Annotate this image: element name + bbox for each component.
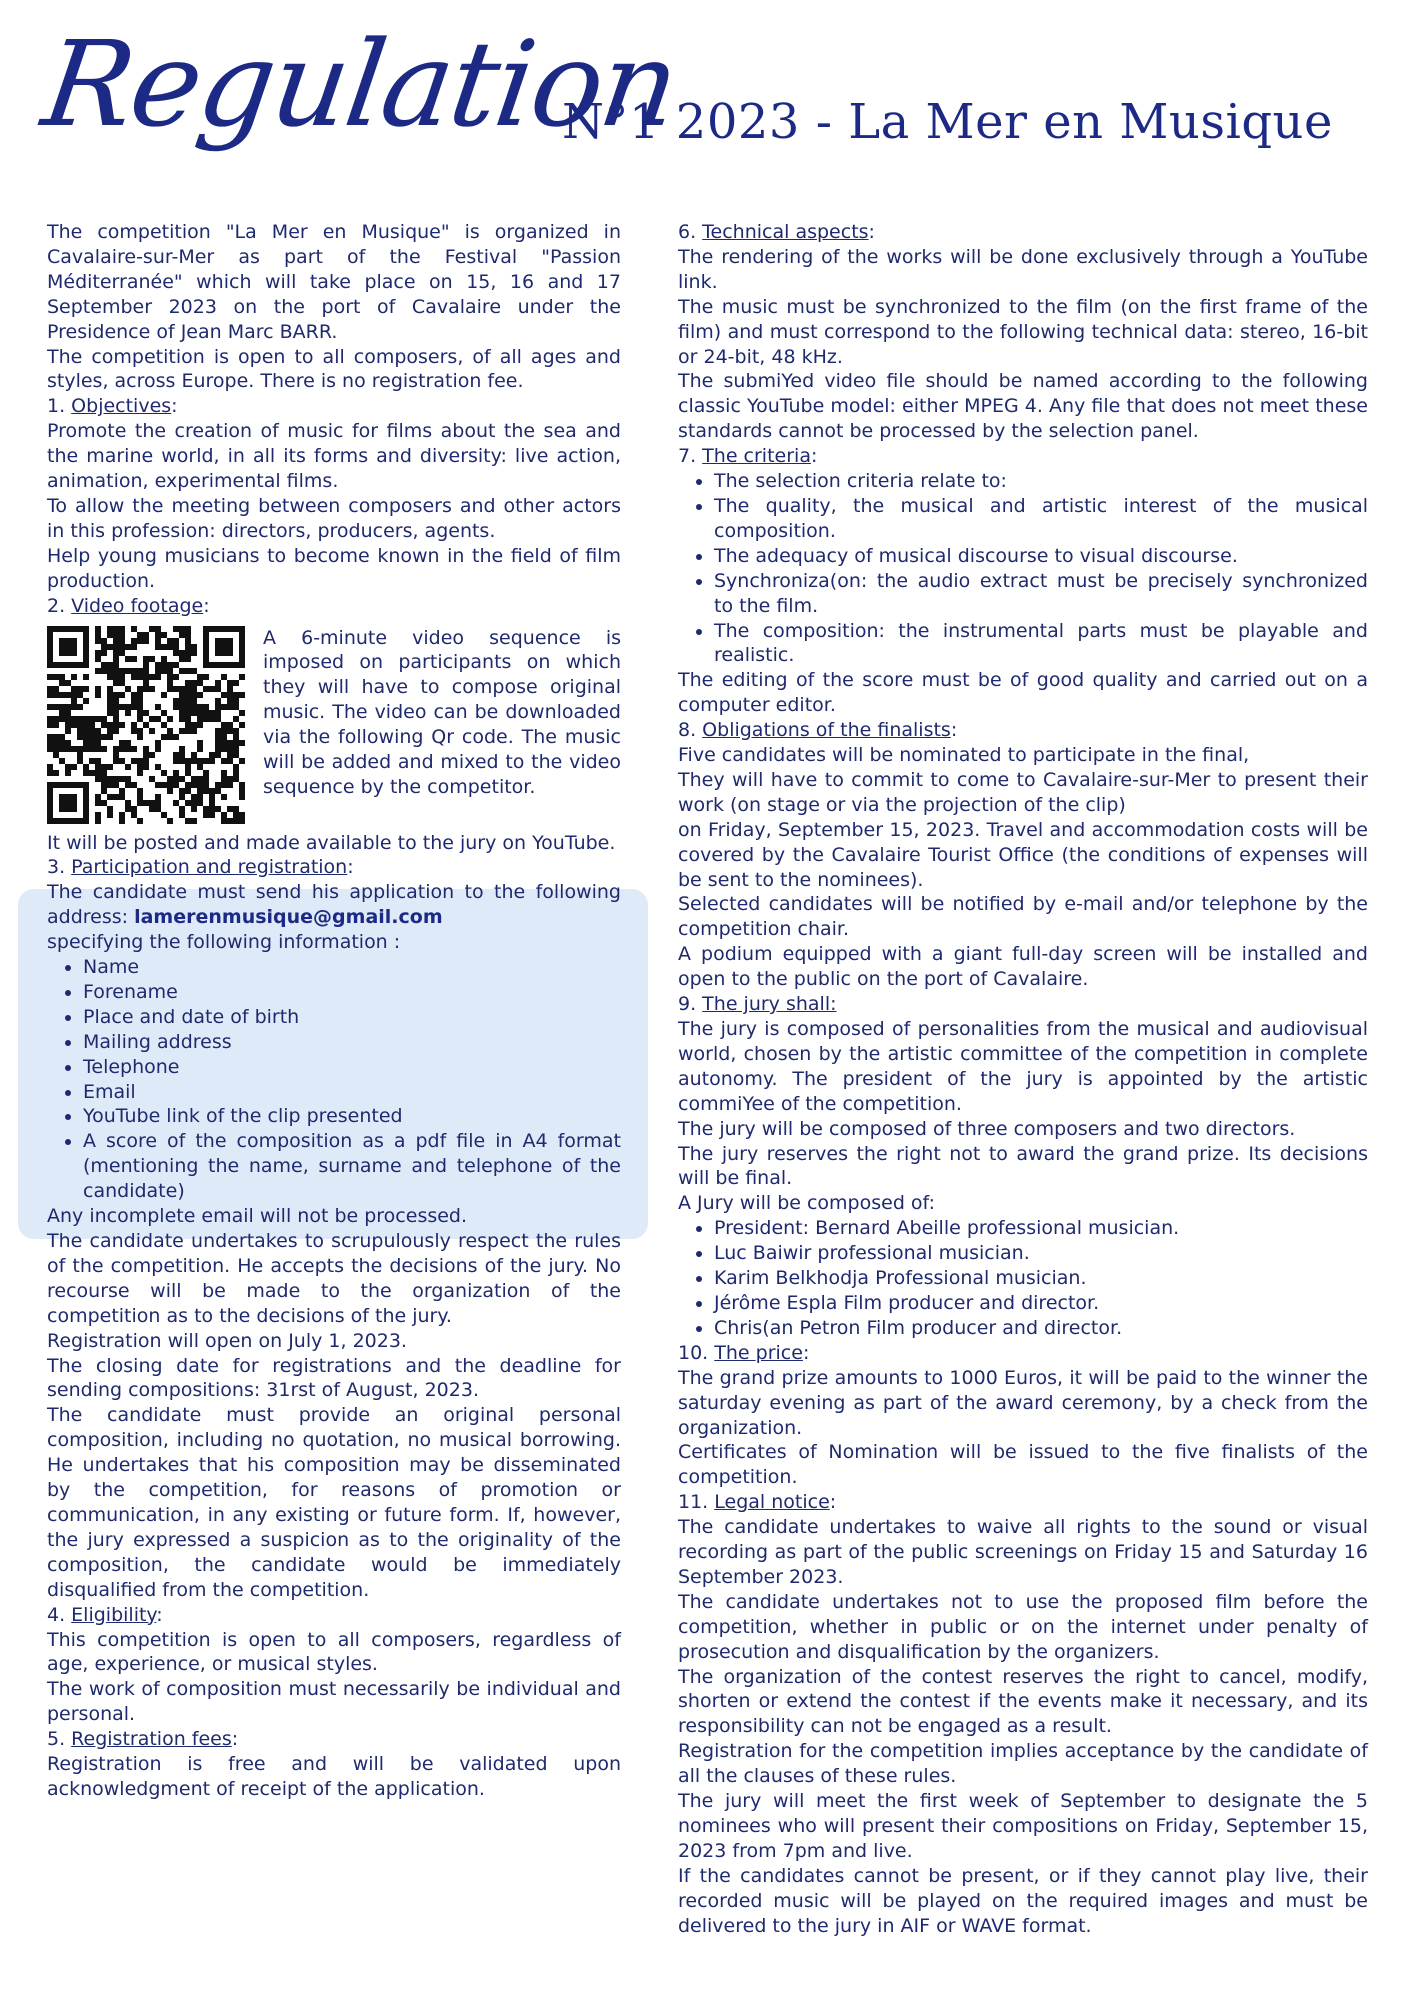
- section-heading-objectives: 1. Objectives:: [47, 395, 178, 418]
- list-item: • Chris(an Petron Film producer and director.: [714, 1316, 1368, 1341]
- paragraph: It will be posted and made available to the jury on YouTube.: [47, 831, 616, 854]
- paragraph: The grand prize amounts to 1000 Euros, it will be paid to the winner the saturday evening as part of the award ceremony, by a check from the organization.: [678, 1366, 1368, 1439]
- list-item: • President: Bernard Abeille professional musician.: [714, 1216, 1368, 1241]
- paragraph: The submiYed video file should be named according to the following classic YouTube model: either MPEG 4. Any file that does not meet these standards cannot be processed by the selection panel.: [678, 370, 1368, 443]
- list-item: • The composition: the instrumental parts must be playable and realistic.: [714, 619, 1368, 669]
- paragraph: Selected candidates will be notified by e-mail and/or telephone by the competition chair.: [678, 893, 1368, 941]
- list-item: • Telephone: [83, 1055, 621, 1080]
- paragraph: The editing of the score must be of good quality and carried out on a computer editor.: [678, 669, 1368, 717]
- section-heading-price: 10. The price:: [678, 1341, 810, 1364]
- paragraph: The candidate must provide an original personal composition, including no quotation, no musical borrowing. He undertakes that his composition may be disseminated by the competition, for reasons of promotion or communication, in any existing or future form. If, however, the jury expressed a suspicion as to the originality of the composition, the candidate would be immediately disqualified from the competition.: [47, 1404, 621, 1601]
- section-heading-legal: 11. Legal notice:: [678, 1491, 837, 1514]
- paragraph: Certificates of Nomination will be issued to the five finalists of the competition.: [678, 1441, 1368, 1489]
- page-title: Regulation: [35, 15, 686, 153]
- list-item: • Karim Belkhodja Professional musician.: [714, 1266, 1368, 1291]
- paragraph: The work of composition must necessarily be individual and personal.: [47, 1678, 621, 1726]
- paragraph: If the candidates cannot be present, or if they cannot play live, their recorded music will be played on the required images and must be delivered to the jury in AIF or WAVE format.: [678, 1864, 1368, 1937]
- paragraph: A podium equipped with a giant full-day screen will be installed and open to the public on the port of Cavalaire.: [678, 943, 1368, 991]
- paragraph: The candidate must send his application to the following address: lamerenmusique@gmail.com: [47, 881, 621, 929]
- jury-list: [678, 1216, 1368, 1341]
- paragraph: They will have to commit to come to Cavalaire-sur-Mer to present their work (on stage or via the projection of the clip): [678, 768, 1368, 816]
- paragraph: Help young musicians to become known in the field of film production.: [47, 544, 621, 592]
- paragraph: A 6-minute video sequence is imposed on participants on which they will have to compose original music. The video can be downloaded via the following Qr code. The music will be added and mixed to the video sequence by the competitor.: [263, 626, 621, 798]
- paragraph: The jury reserves the right not to award the grand prize. Its decisions will be final.: [678, 1142, 1368, 1190]
- paragraph: Registration will open on July 1, 2023.: [47, 1329, 407, 1352]
- left-column: [47, 220, 621, 1802]
- paragraph: The candidate undertakes to scrupulously respect the rules of the competition. He accepts the decisions of the jury. No recourse will be made to the organization of the competition as to the decisions of the jury.: [47, 1230, 621, 1327]
- list-item: • Forename: [83, 980, 621, 1005]
- section-heading-eligibility: 4. Eligibility:: [47, 1603, 163, 1626]
- list-item: • Email: [83, 1080, 621, 1105]
- paragraph: This competition is open to all composers, regardless of age, experience, or musical styles.: [47, 1628, 621, 1676]
- section-heading-registration-fees: 5. Registration fees:: [47, 1728, 239, 1751]
- list-item: • Place and date of birth: [83, 1005, 621, 1030]
- paragraph: The music must be synchronized to the film (on the first frame of the film) and must correspond to the following technical data: stereo, 16-bit or 24-bit, 48 kHz.: [678, 295, 1368, 368]
- paragraph: Five candidates will be nominated to participate in the final,: [678, 744, 1250, 767]
- paragraph: Registration for the competition implies acceptance by the candidate of all the clauses of these rules.: [678, 1740, 1368, 1788]
- section-heading-finalists: 8. Obligations of the finalists:: [678, 719, 958, 742]
- paragraph: A Jury will be composed of:: [678, 1192, 935, 1215]
- list-item: • Mailing address: [83, 1030, 621, 1055]
- paragraph: specifying the following information :: [47, 931, 401, 954]
- list-item: • YouTube link of the clip presented: [83, 1104, 621, 1129]
- paragraph: on Friday, September 15, 2023. Travel and accommodation costs will be covered by the Cavalaire Tourist Office (the conditions of expenses will be sent to the nominees).: [678, 818, 1368, 891]
- registration-info-list: [47, 955, 621, 1204]
- paragraph: The rendering of the works will be done exclusively through a YouTube link.: [678, 245, 1368, 293]
- paragraph: The jury will be composed of three composers and two directors.: [678, 1117, 1296, 1140]
- paragraph: The closing date for registrations and the deadline for sending compositions: 31rst of August, 2023.: [47, 1354, 621, 1402]
- paragraph: The candidate undertakes not to use the proposed film before the competition, whether in public or on the internet under penalty of prosecution and disqualification by the organizers.: [678, 1590, 1368, 1663]
- list-item: • The quality, the musical and artistic interest of the musical composition.: [714, 494, 1368, 544]
- list-item: • The adequacy of musical discourse to visual discourse.: [714, 544, 1368, 569]
- qr-block: [47, 626, 621, 824]
- email-link[interactable]: lamerenmusique@gmail.com: [134, 906, 443, 929]
- section-heading-jury: 9. The jury shall:: [678, 993, 837, 1016]
- list-item: • Synchroniza(on: the audio extract must be precisely synchronized to the film.: [714, 569, 1368, 619]
- paragraph: The candidate undertakes to waive all rights to the sound or visual recording as part of the public screenings on Friday 15 and Saturday 16 September 2023.: [678, 1516, 1368, 1588]
- section-heading-criteria: 7. The criteria:: [678, 445, 818, 468]
- paragraph: Promote the creation of music for films about the sea and the marine world, in all its forms and diversity: live action, animation, experimental films.: [47, 420, 621, 493]
- paragraph: The jury will meet the first week of September to designate the 5 nominees who will present their compositions on Friday, September 15, 2023 from 7pm and live.: [678, 1790, 1368, 1862]
- list-item: • Name: [83, 955, 621, 980]
- right-column: [678, 220, 1368, 1939]
- criteria-list: [678, 469, 1368, 668]
- paragraph: Any incomplete email will not be processed.: [47, 1205, 468, 1228]
- list-item: • The selection criteria relate to:: [714, 469, 1368, 494]
- intro-paragraph: The competition is open to all composers, of all ages and styles, across Europe. There is no registration fee.: [47, 345, 621, 393]
- qr-code[interactable]: [47, 626, 245, 824]
- list-item: • A score of the composition as a pdf file in A4 format (mentioning the name, surname and telephone of the candidate): [83, 1129, 621, 1204]
- paragraph: The jury is composed of personalities from the musical and audiovisual world, chosen by the artistic committee of the competition in complete autonomy. The president of the jury is appointed by the artistic commiYee of the competition.: [678, 1018, 1368, 1115]
- intro-paragraph: The competition "La Mer en Musique" is organized in Cavalaire-sur-Mer as part of the Festival "Passion Méditerranée" which will take place on 15, 16 and 17 September 2023 on the port of Cavalaire under the Presidence of Jean Marc BARR.: [47, 221, 621, 343]
- section-heading-registration: 3. Participation and registration:: [47, 856, 354, 879]
- paragraph: To allow the meeting between composers and other actors in this profession: directors, producers, agents.: [47, 494, 621, 542]
- section-heading-video-footage: 2. Video footage:: [47, 594, 210, 617]
- section-heading-technical: 6. Technical aspects:: [678, 221, 875, 243]
- page-subtitle: N°1 2023 - La Mer en Musique: [562, 94, 1333, 150]
- paragraph: Registration is free and will be validated upon acknowledgment of receipt of the application.: [47, 1753, 621, 1800]
- list-item: • Luc Baiwir professional musician.: [714, 1241, 1368, 1266]
- list-item: • Jérôme Espla Film producer and director.: [714, 1291, 1368, 1316]
- paragraph: The organization of the contest reserves the right to cancel, modify, shorten or extend the contest if the events make it necessary, and its responsibility can not be engaged as a result.: [678, 1665, 1368, 1738]
